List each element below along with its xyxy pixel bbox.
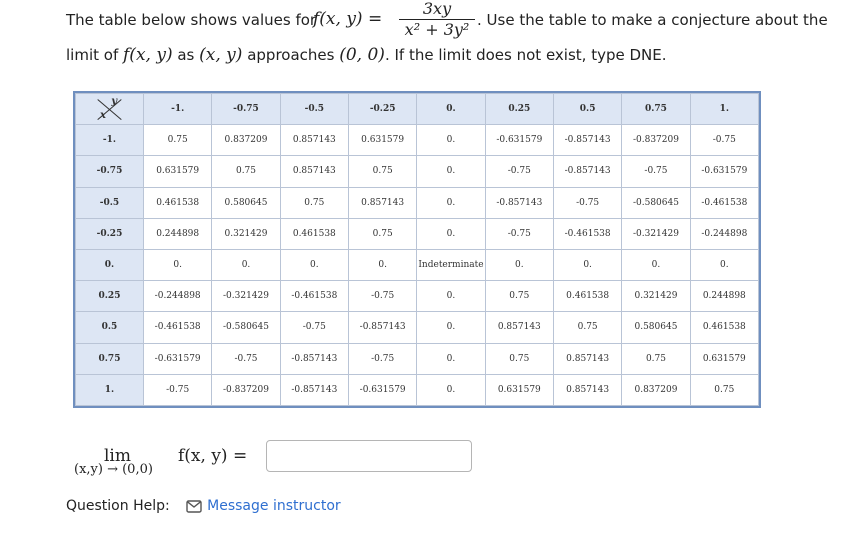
table-cell: 0.75 xyxy=(485,281,553,312)
table-cell: 0. xyxy=(417,374,485,405)
table-cell: -0.75 xyxy=(348,343,416,374)
row-header: 0. xyxy=(76,249,144,280)
line2-prefix: limit of xyxy=(66,46,119,64)
table-cell: -0.631579 xyxy=(144,343,212,374)
limit-symbol: lim xyxy=(104,446,131,466)
table-cell: 0. xyxy=(417,218,485,249)
limit-subscript: (x,y) → (0,0) xyxy=(74,462,153,477)
table-cell: 0.857143 xyxy=(553,374,621,405)
line2-as: as xyxy=(177,46,195,64)
table-cell: 0.321429 xyxy=(212,218,280,249)
question-help-label: Question Help: xyxy=(66,498,170,514)
table-cell: -0.75 xyxy=(280,312,348,343)
table-cell: 0.857143 xyxy=(280,156,348,187)
column-header: -0.75 xyxy=(212,94,280,125)
table-cell: -0.461538 xyxy=(690,187,758,218)
table-cell: 0.580645 xyxy=(212,187,280,218)
table-cell: 0. xyxy=(417,343,485,374)
after-fraction-text: . Use the table to make a conjecture about the xyxy=(477,11,828,29)
values-table-grid xyxy=(75,93,759,406)
table-cell: -0.75 xyxy=(690,125,758,156)
table-cell: 0.857143 xyxy=(280,125,348,156)
table-cell: -0.461538 xyxy=(553,218,621,249)
table-cell: 0.75 xyxy=(348,218,416,249)
values-table xyxy=(73,91,761,408)
table-cell: -0.75 xyxy=(485,156,553,187)
row-header: 0.25 xyxy=(76,281,144,312)
table-cell: -0.580645 xyxy=(212,312,280,343)
table-cell: -0.631579 xyxy=(485,125,553,156)
table-cell: 0.461538 xyxy=(553,281,621,312)
table-cell: 0.631579 xyxy=(144,156,212,187)
table-cell: -0.461538 xyxy=(144,312,212,343)
table-cell: 0.857143 xyxy=(348,187,416,218)
table-cell: -0.631579 xyxy=(348,374,416,405)
corner-diagonal-icon xyxy=(76,94,143,124)
table-cell: -0.857143 xyxy=(553,125,621,156)
table-cell: -0.75 xyxy=(622,156,690,187)
line2-function: f(x, y) xyxy=(123,45,173,65)
fraction-denominator: x² + 3y² xyxy=(404,20,470,39)
table-cell: -0.75 xyxy=(144,374,212,405)
table-row xyxy=(76,281,759,312)
table-row xyxy=(76,218,759,249)
table-cell: 0. xyxy=(417,187,485,218)
column-header: 0. xyxy=(417,94,485,125)
table-cell: 0.75 xyxy=(553,312,621,343)
table-cell: 0.631579 xyxy=(690,343,758,374)
column-header: 0.25 xyxy=(485,94,553,125)
table-cell: -0.75 xyxy=(348,281,416,312)
table-cell: -0.857143 xyxy=(553,156,621,187)
answer-input[interactable] xyxy=(266,440,472,472)
table-cell: 0.631579 xyxy=(348,125,416,156)
table-cell: -0.75 xyxy=(212,343,280,374)
column-header: 0.5 xyxy=(553,94,621,125)
table-cell: 0. xyxy=(485,249,553,280)
table-row xyxy=(76,374,759,405)
table-cell: 0.75 xyxy=(348,156,416,187)
row-header: 0.75 xyxy=(76,343,144,374)
table-cell: -0.321429 xyxy=(212,281,280,312)
row-header: -0.75 xyxy=(76,156,144,187)
table-cell: Indeterminate xyxy=(417,249,485,280)
table-row xyxy=(76,125,759,156)
table-cell: 0.75 xyxy=(144,125,212,156)
table-cell: 0. xyxy=(417,156,485,187)
table-row xyxy=(76,249,759,280)
table-cell: 0. xyxy=(417,125,485,156)
table-cell: -0.75 xyxy=(553,187,621,218)
line2-xy: (x, y) xyxy=(199,45,243,65)
envelope-icon[interactable] xyxy=(186,500,202,517)
table-cell: 0.631579 xyxy=(485,374,553,405)
table-cell: -0.244898 xyxy=(144,281,212,312)
line2-point: (0, 0) xyxy=(339,45,385,65)
table-cell: -0.857143 xyxy=(280,343,348,374)
intro-text: The table below shows values for xyxy=(66,11,317,29)
table-row xyxy=(76,156,759,187)
table-cell: -0.857143 xyxy=(348,312,416,343)
table-cell: 0.244898 xyxy=(144,218,212,249)
column-header: 0.75 xyxy=(622,94,690,125)
table-header-row xyxy=(76,94,759,125)
table-cell: 0. xyxy=(553,249,621,280)
table-cell: -0.461538 xyxy=(280,281,348,312)
table-cell: -0.631579 xyxy=(690,156,758,187)
limit-function: f(x, y) = xyxy=(178,446,248,466)
table-cell: 0. xyxy=(144,249,212,280)
table-cell: 0.244898 xyxy=(690,281,758,312)
fraction-numerator: 3xy xyxy=(422,0,452,18)
line2-suffix: . If the limit does not exist, type DNE. xyxy=(384,46,667,64)
table-cell: 0. xyxy=(417,281,485,312)
message-instructor-link[interactable]: Message instructor xyxy=(207,498,341,514)
row-header: -0.5 xyxy=(76,187,144,218)
table-cell: 0. xyxy=(622,249,690,280)
function-fraction xyxy=(397,0,477,40)
table-cell: 0.837209 xyxy=(212,125,280,156)
column-header: -0.25 xyxy=(348,94,416,125)
row-header: -0.25 xyxy=(76,218,144,249)
table-cell: -0.321429 xyxy=(622,218,690,249)
table-cell: 0. xyxy=(417,312,485,343)
row-header: 1. xyxy=(76,374,144,405)
table-cell: 0.461538 xyxy=(280,218,348,249)
table-cell: 0.75 xyxy=(622,343,690,374)
table-cell: 0.857143 xyxy=(485,312,553,343)
table-cell: 0.461538 xyxy=(144,187,212,218)
question-help xyxy=(66,498,341,517)
table-corner-cell xyxy=(76,94,144,125)
row-header: -1. xyxy=(76,125,144,156)
table-cell: 0.75 xyxy=(280,187,348,218)
table-cell: -0.857143 xyxy=(280,374,348,405)
corner-y-label: y xyxy=(111,96,117,107)
table-cell: 0.580645 xyxy=(622,312,690,343)
function-label: f(x, y) = xyxy=(313,9,383,29)
column-header: -1. xyxy=(144,94,212,125)
table-cell: -0.580645 xyxy=(622,187,690,218)
table-row xyxy=(76,343,759,374)
table-cell: 0.75 xyxy=(212,156,280,187)
table-row xyxy=(76,312,759,343)
corner-x-label: x xyxy=(100,110,106,122)
table-cell: -0.857143 xyxy=(485,187,553,218)
table-cell: 0.75 xyxy=(485,343,553,374)
problem-line-2 xyxy=(66,45,667,65)
table-cell: 0.461538 xyxy=(690,312,758,343)
column-header: -0.5 xyxy=(280,94,348,125)
table-row xyxy=(76,187,759,218)
table-cell: 0.75 xyxy=(690,374,758,405)
column-header: 1. xyxy=(690,94,758,125)
table-cell: -0.75 xyxy=(485,218,553,249)
table-cell: -0.837209 xyxy=(622,125,690,156)
table-cell: 0.857143 xyxy=(553,343,621,374)
table-cell: 0.321429 xyxy=(622,281,690,312)
table-cell: 0. xyxy=(348,249,416,280)
row-header: 0.5 xyxy=(76,312,144,343)
table-cell: -0.244898 xyxy=(690,218,758,249)
line2-approaches: approaches xyxy=(247,46,335,64)
table-cell: 0. xyxy=(212,249,280,280)
table-cell: -0.837209 xyxy=(212,374,280,405)
table-cell: 0. xyxy=(690,249,758,280)
table-cell: 0. xyxy=(280,249,348,280)
answer-area xyxy=(74,440,494,480)
table-cell: 0.837209 xyxy=(622,374,690,405)
